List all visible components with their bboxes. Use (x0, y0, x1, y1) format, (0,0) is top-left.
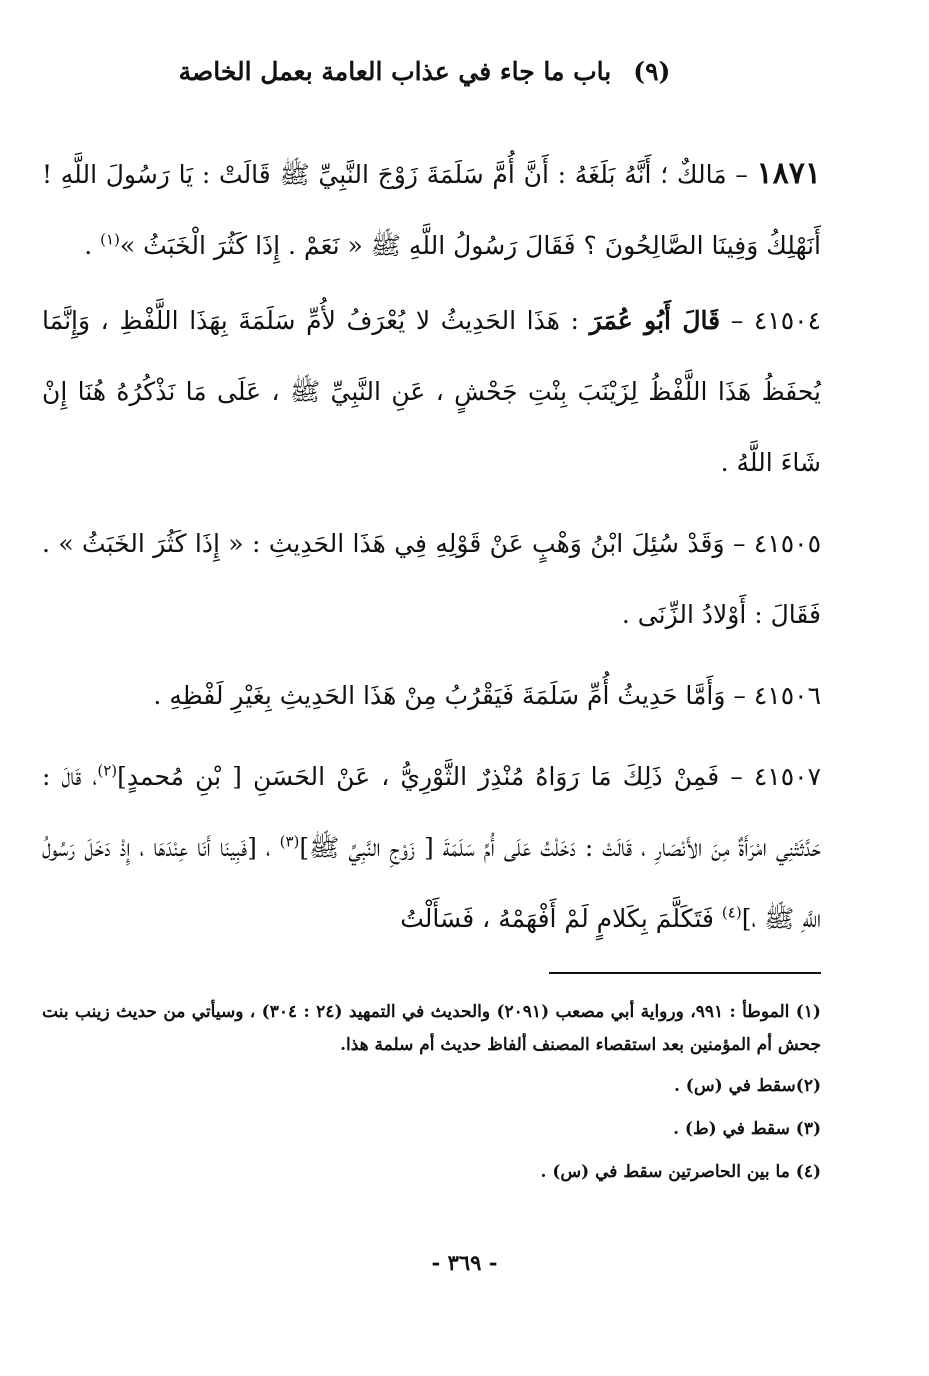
footnote-3: (٣) سقط في (ط) . (673, 1119, 821, 1139)
commentary-text: ، [فَبِينَا أَنَا عِنْدَهَا ، إِذْ دَخَلَ رَسُولُ اللَّهِ ﷺ ،] (42, 833, 821, 933)
commentary-dash: – (720, 306, 754, 335)
footnote-reference-2: (٢) (97, 761, 118, 780)
footnote-reference-3: (٣) (279, 832, 300, 851)
footnote-separator (549, 972, 821, 974)
chapter-heading (120, 52, 729, 92)
footnote-2: (٢)سقط في (س) . (673, 1076, 821, 1096)
main-text (42, 138, 821, 964)
commentary-number: ٤١٥٠٥ (753, 529, 821, 558)
commentary-number: ٤١٥٠٧ (753, 762, 821, 791)
hadith-text-end: . (84, 231, 101, 260)
chapter-number: (٩) (633, 57, 671, 86)
commentary-text: فَتَكَلَّمَ بِكَلامٍ لَمْ أَفْهَمْهُ ، فَسَأَلْتُ (400, 904, 722, 933)
hadith-paragraph-1871 (42, 138, 821, 281)
footnote-reference-1: (١) (100, 230, 120, 249)
commentary-text: – وَقَدْ سُئِلَ ابْنُ وَهْبٍ عَنْ قَوْلِهِ فِي هَذَا الحَدِيثِ : « إِذَا كَثُرَ الخَبَثُ » . فَقَالَ : أَوْلادُ الزِّنَى . (42, 529, 821, 629)
commentary-speaker: قَالَ أَبُو عُمَرَ (589, 306, 721, 335)
commentary-text: ، قَالَ : حَدَّثَتْنِي امْرَأَةٌ مِنَ الأَنْصَارِ ، قَالَتْ : دَخَلْتُ عَلَى أُمِّ سَلَمَةَ [ زَوْجِ النَّبِيِّ ﷺ] (42, 762, 821, 862)
commentary-paragraph-41504 (42, 285, 821, 498)
commentary-text: – وَأَمَّا حَدِيثُ أُمِّ سَلَمَةَ فَيَقْرُبُ مِنْ هَذَا الحَدِيثِ بِغَيْرِ لَفْظِهِ . (153, 681, 754, 710)
chapter-title-text: باب ما جاء في عذاب العامة بعمل الخاصة (178, 57, 612, 86)
commentary-number: ٤١٥٠٤ (753, 306, 822, 335)
page-number: - ٣٦٩ - (431, 1250, 498, 1275)
hadith-text: – مَالكٌ ؛ أَنَّهُ بَلَغَهُ : أَنَّ أُمَّ سَلَمَةَ زَوْجَ النَّبِيِّ ﷺ قَالَتْ : يَا رَسُولَ اللَّهِ ! أَنَهْلِكُ وَفِينَا الصَّالِحُونَ ؟ فَقَالَ رَسُولُ اللَّهِ ﷺ « نَعَمْ . إِذَا كَثُرَ الْخَبَثُ » (42, 160, 821, 260)
footnote-reference-4: (٤) (721, 903, 742, 922)
commentary-paragraph-41507 (42, 741, 821, 954)
footnote-4: (٤) ما بين الحاصرتين سقط في (س) . (540, 1162, 821, 1182)
footnotes (42, 996, 821, 1199)
commentary-number: ٤١٥٠٦ (753, 681, 821, 710)
commentary-text: – فَمِنْ ذَلِكَ مَا رَوَاهُ مُنْذِرٌ الثَّوْرِيُّ ، عَنْ الحَسَنِ [ بْنِ مُحمدٍ] (117, 762, 754, 791)
commentary-text: : هَذَا الحَدِيثُ لا يُعْرَفُ لأُمِّ سَلَمَةَ بِهَذَا اللَّفْظِ ، وَإِنَّمَا يُحفَظُ هَذَا اللَّفْظُ لِزَيْنَبَ بِنْتِ جَحْشٍ ، عَنِ النَّبِيِّ ﷺ ، عَلَى مَا نَذْكُرُهُ هُنَا إِنْ شَاءَ اللَّهُ . (42, 306, 821, 477)
commentary-paragraph-41505 (42, 508, 821, 650)
hadith-number: ١٨٧١ (756, 156, 821, 191)
commentary-paragraph-41506 (42, 660, 821, 731)
footnote-1: (١) الموطأ : ٩٩١، ورواية أبي مصعب (٢٠٩١) والحديث في التمهيد (٢٤ : ٣٠٤) ، وسيأتي من حديث زينب بنت جحش أم المؤمنين بعد استقصاء المصنف ألفاظ حديث أم سلمة هذا. (42, 1002, 821, 1055)
